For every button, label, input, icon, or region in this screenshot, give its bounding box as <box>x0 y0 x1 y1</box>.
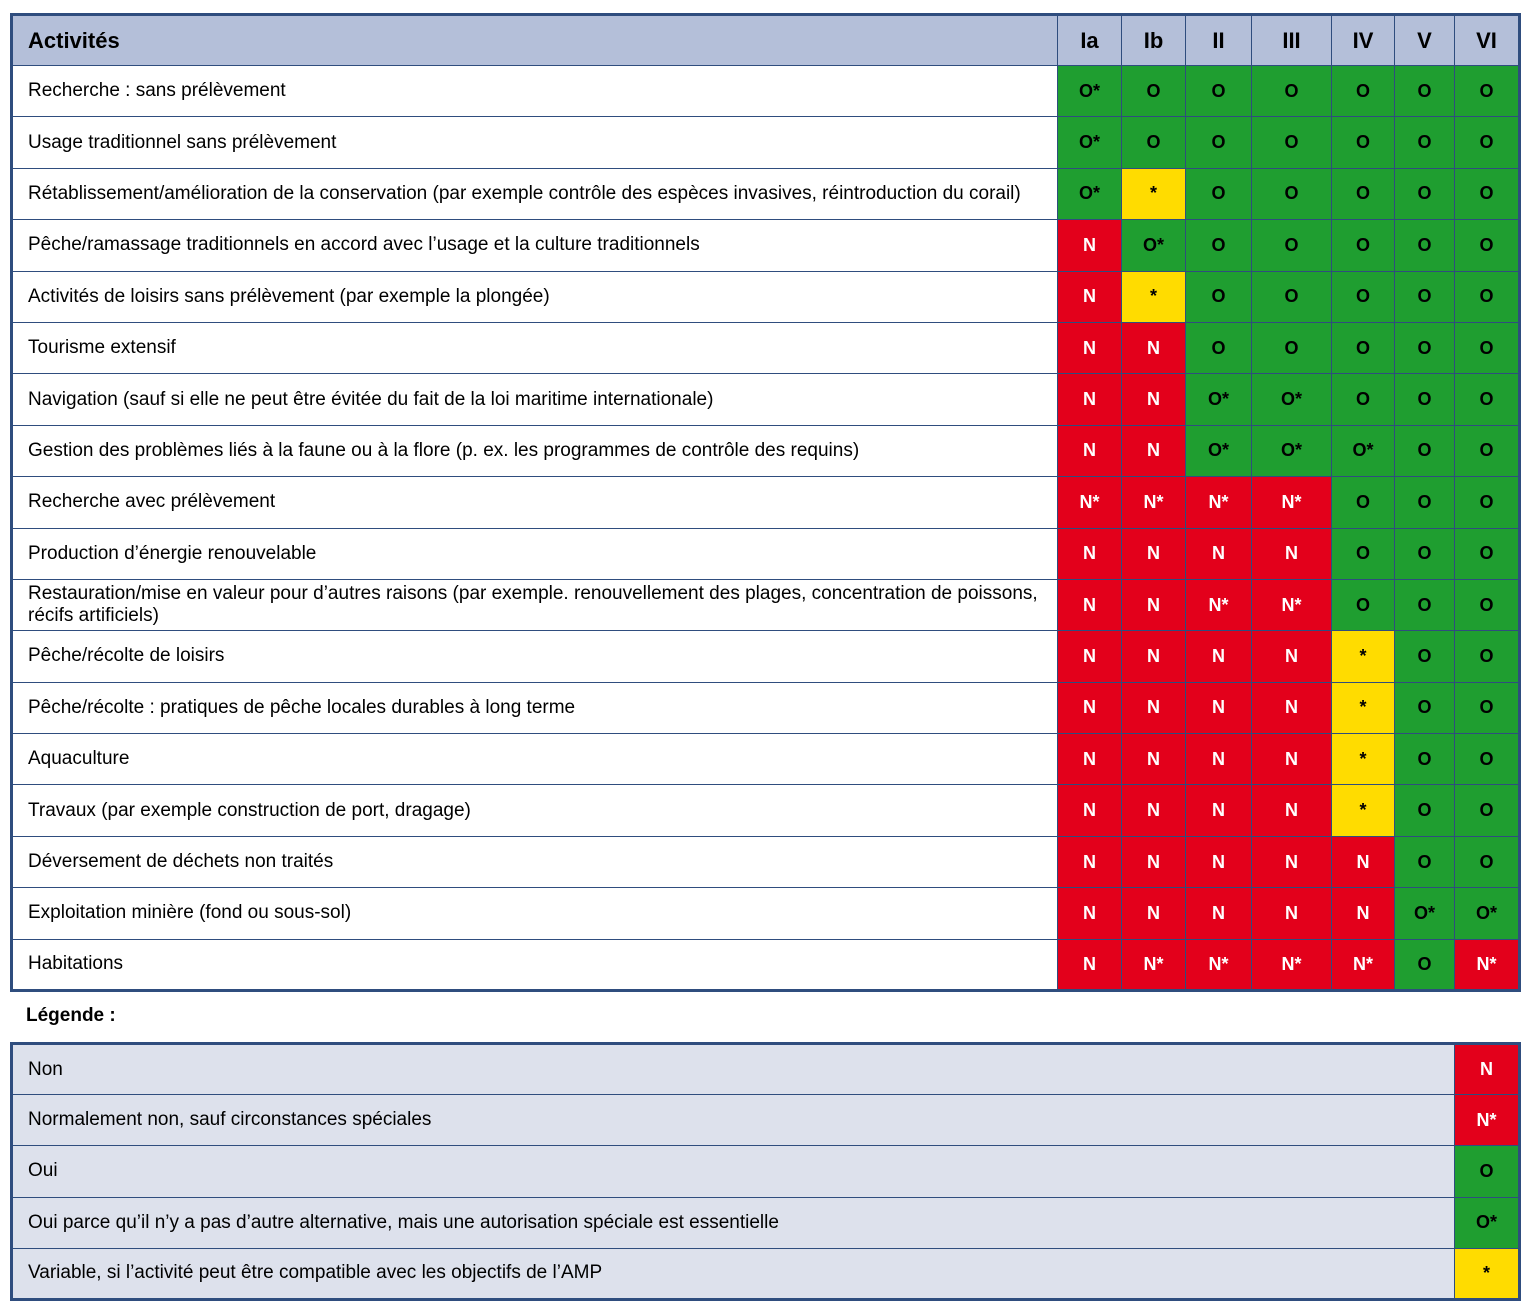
status-cell: N <box>1186 785 1252 836</box>
status-cell: O <box>1395 117 1455 168</box>
status-cell: O <box>1186 117 1252 168</box>
status-cell: O <box>1332 168 1395 219</box>
status-cell: N <box>1058 220 1122 271</box>
legend-row <box>12 1197 1520 1248</box>
status-cell: O* <box>1186 374 1252 425</box>
status-cell: N <box>1058 425 1122 476</box>
status-cell: O <box>1395 939 1455 990</box>
status-cell: O <box>1395 220 1455 271</box>
status-cell: N <box>1252 528 1332 579</box>
activity-label: Exploitation minière (fond ou sous-sol) <box>12 888 1058 939</box>
status-cell: O* <box>1058 117 1122 168</box>
status-cell: O* <box>1058 168 1122 219</box>
status-cell: O <box>1395 631 1455 682</box>
status-cell: O <box>1395 66 1455 117</box>
status-cell: O <box>1332 66 1395 117</box>
status-cell: N <box>1058 939 1122 990</box>
status-cell: O <box>1395 374 1455 425</box>
status-cell: N* <box>1186 477 1252 528</box>
legend-code: * <box>1455 1248 1520 1299</box>
legend-code: N* <box>1455 1095 1520 1146</box>
status-cell: O <box>1332 322 1395 373</box>
status-cell: O <box>1455 322 1520 373</box>
activity-label: Gestion des problèmes liés à la faune ou à la flore (p. ex. les programmes de contrôle des requins) <box>12 425 1058 476</box>
activity-label: Navigation (sauf si elle ne peut être évitée du fait de la loi maritime internationale) <box>12 374 1058 425</box>
status-cell: N <box>1122 425 1186 476</box>
status-cell: N <box>1122 888 1186 939</box>
status-cell: O <box>1395 322 1455 373</box>
legend-label: Normalement non, sauf circonstances spéciales <box>12 1095 1455 1146</box>
status-cell: N <box>1186 734 1252 785</box>
activity-label: Pêche/récolte : pratiques de pêche locales durables à long terme <box>12 682 1058 733</box>
category-header-v: V <box>1395 15 1455 66</box>
status-cell: N <box>1058 888 1122 939</box>
status-cell: O <box>1395 579 1455 630</box>
status-cell: O <box>1455 117 1520 168</box>
status-cell: N <box>1252 888 1332 939</box>
legend-table <box>10 1042 1521 1301</box>
status-cell: O <box>1395 477 1455 528</box>
status-cell: N <box>1058 836 1122 887</box>
status-cell: O* <box>1455 888 1520 939</box>
status-cell: N <box>1058 374 1122 425</box>
activity-label: Recherche avec prélèvement <box>12 477 1058 528</box>
status-cell: O <box>1455 220 1520 271</box>
status-cell: O <box>1455 579 1520 630</box>
status-cell: O <box>1455 271 1520 322</box>
status-cell: N <box>1186 836 1252 887</box>
table-row <box>12 477 1520 528</box>
status-cell: O <box>1332 528 1395 579</box>
status-cell: O* <box>1058 66 1122 117</box>
status-cell: N <box>1122 322 1186 373</box>
legend-code: O* <box>1455 1197 1520 1248</box>
activity-label: Pêche/ramassage traditionnels en accord avec l’usage et la culture traditionnels <box>12 220 1058 271</box>
activity-label: Production d’énergie renouvelable <box>12 528 1058 579</box>
status-cell: N <box>1252 734 1332 785</box>
status-cell: O <box>1252 220 1332 271</box>
status-cell: O <box>1395 168 1455 219</box>
table-row <box>12 374 1520 425</box>
status-cell: O* <box>1395 888 1455 939</box>
status-cell: N <box>1252 682 1332 733</box>
status-cell: N* <box>1252 579 1332 630</box>
status-cell: N* <box>1455 939 1520 990</box>
legend-row <box>12 1044 1520 1095</box>
legend-row <box>12 1248 1520 1299</box>
status-cell: N <box>1122 631 1186 682</box>
status-cell: N <box>1058 682 1122 733</box>
status-cell: N <box>1122 836 1186 887</box>
legend-title: Légende : <box>26 1005 116 1026</box>
table-row <box>12 168 1520 219</box>
status-cell: O* <box>1252 425 1332 476</box>
status-cell: N <box>1186 682 1252 733</box>
status-cell: O <box>1252 322 1332 373</box>
status-cell: N* <box>1186 939 1252 990</box>
legend-label: Oui parce qu’il n’y a pas d’autre alternative, mais une autorisation spéciale est essentielle <box>12 1197 1455 1248</box>
table-row <box>12 631 1520 682</box>
status-cell: O <box>1395 528 1455 579</box>
status-cell: O <box>1252 168 1332 219</box>
status-cell: O <box>1395 271 1455 322</box>
category-header-ib: Ib <box>1122 15 1186 66</box>
status-cell: N <box>1122 682 1186 733</box>
status-cell: * <box>1332 734 1395 785</box>
legend-label: Non <box>12 1044 1455 1095</box>
status-cell: N <box>1058 631 1122 682</box>
category-header-iv: IV <box>1332 15 1395 66</box>
activity-label: Pêche/récolte de loisirs <box>12 631 1058 682</box>
activity-label: Activités de loisirs sans prélèvement (par exemple la plongée) <box>12 271 1058 322</box>
status-cell: O <box>1455 66 1520 117</box>
status-cell: O <box>1455 425 1520 476</box>
activity-label: Recherche : sans prélèvement <box>12 66 1058 117</box>
status-cell: O <box>1186 66 1252 117</box>
table-row <box>12 322 1520 373</box>
status-cell: N* <box>1252 939 1332 990</box>
status-cell: N <box>1058 579 1122 630</box>
status-cell: N <box>1252 631 1332 682</box>
status-cell: O <box>1252 271 1332 322</box>
status-cell: N <box>1122 734 1186 785</box>
status-cell: N* <box>1058 477 1122 528</box>
table-row <box>12 220 1520 271</box>
table-row <box>12 528 1520 579</box>
activities-matrix-table <box>10 13 1521 992</box>
status-cell: * <box>1122 271 1186 322</box>
status-cell: O <box>1455 785 1520 836</box>
legend-label: Variable, si l’activité peut être compatible avec les objectifs de l’AMP <box>12 1248 1455 1299</box>
status-cell: * <box>1122 168 1186 219</box>
category-header-vi: VI <box>1455 15 1520 66</box>
activity-label: Habitations <box>12 939 1058 990</box>
legend-row <box>12 1095 1520 1146</box>
status-cell: O <box>1455 477 1520 528</box>
status-cell: O* <box>1122 220 1186 271</box>
status-cell: O <box>1395 682 1455 733</box>
category-header-ii: II <box>1186 15 1252 66</box>
status-cell: O <box>1122 66 1186 117</box>
status-cell: O <box>1455 682 1520 733</box>
status-cell: N <box>1122 579 1186 630</box>
status-cell: N <box>1186 631 1252 682</box>
status-cell: N <box>1332 836 1395 887</box>
status-cell: O <box>1395 785 1455 836</box>
activity-label: Tourisme extensif <box>12 322 1058 373</box>
status-cell: * <box>1332 631 1395 682</box>
table-row <box>12 734 1520 785</box>
legend-code: O <box>1455 1146 1520 1197</box>
status-cell: O <box>1395 734 1455 785</box>
header-row <box>12 15 1520 66</box>
status-cell: N* <box>1252 477 1332 528</box>
status-cell: N <box>1058 528 1122 579</box>
activities-header: Activités <box>12 15 1058 66</box>
status-cell: N <box>1122 785 1186 836</box>
status-cell: N <box>1122 528 1186 579</box>
status-cell: N <box>1058 785 1122 836</box>
status-cell: O* <box>1252 374 1332 425</box>
status-cell: O <box>1332 271 1395 322</box>
status-cell: N <box>1186 888 1252 939</box>
status-cell: * <box>1332 682 1395 733</box>
status-cell: O <box>1186 322 1252 373</box>
activity-label: Restauration/mise en valeur pour d’autres raisons (par exemple. renouvellement des plages, concentration de poissons, récifs artificiels) <box>12 579 1058 630</box>
status-cell: O <box>1186 220 1252 271</box>
legend-label: Oui <box>12 1146 1455 1197</box>
category-header-iii: III <box>1252 15 1332 66</box>
table-row <box>12 939 1520 990</box>
table-row <box>12 836 1520 887</box>
status-cell: O <box>1455 374 1520 425</box>
status-cell: O <box>1252 66 1332 117</box>
status-cell: O <box>1332 477 1395 528</box>
table-row <box>12 117 1520 168</box>
status-cell: N <box>1252 785 1332 836</box>
status-cell: O <box>1332 220 1395 271</box>
category-header-ia: Ia <box>1058 15 1122 66</box>
status-cell: O <box>1395 836 1455 887</box>
status-cell: O <box>1122 117 1186 168</box>
status-cell: O <box>1186 168 1252 219</box>
table-row <box>12 888 1520 939</box>
status-cell: O <box>1455 734 1520 785</box>
activity-label: Rétablissement/amélioration de la conservation (par exemple contrôle des espèces invasives, réintroduction du corail) <box>12 168 1058 219</box>
table-row <box>12 682 1520 733</box>
activity-label: Aquaculture <box>12 734 1058 785</box>
activity-label: Déversement de déchets non traités <box>12 836 1058 887</box>
status-cell: O <box>1186 271 1252 322</box>
activity-label: Travaux (par exemple construction de port, dragage) <box>12 785 1058 836</box>
legend-code: N <box>1455 1044 1520 1095</box>
status-cell: N* <box>1122 939 1186 990</box>
status-cell: O <box>1252 117 1332 168</box>
status-cell: N <box>1332 888 1395 939</box>
activity-label: Usage traditionnel sans prélèvement <box>12 117 1058 168</box>
status-cell: O <box>1455 528 1520 579</box>
status-cell: N* <box>1332 939 1395 990</box>
status-cell: O <box>1395 425 1455 476</box>
status-cell: O <box>1332 117 1395 168</box>
table-row <box>12 66 1520 117</box>
status-cell: N <box>1058 271 1122 322</box>
table-row <box>12 785 1520 836</box>
table-row <box>12 425 1520 476</box>
status-cell: N <box>1252 836 1332 887</box>
status-cell: N <box>1186 528 1252 579</box>
status-cell: O* <box>1186 425 1252 476</box>
status-cell: N* <box>1186 579 1252 630</box>
status-cell: O <box>1455 168 1520 219</box>
status-cell: O* <box>1332 425 1395 476</box>
status-cell: * <box>1332 785 1395 836</box>
status-cell: N* <box>1122 477 1186 528</box>
table-row <box>12 271 1520 322</box>
legend-row <box>12 1146 1520 1197</box>
table-row <box>12 579 1520 630</box>
status-cell: N <box>1122 374 1186 425</box>
status-cell: N <box>1058 322 1122 373</box>
status-cell: O <box>1332 579 1395 630</box>
status-cell: O <box>1455 631 1520 682</box>
status-cell: O <box>1455 836 1520 887</box>
status-cell: N <box>1058 734 1122 785</box>
status-cell: O <box>1332 374 1395 425</box>
